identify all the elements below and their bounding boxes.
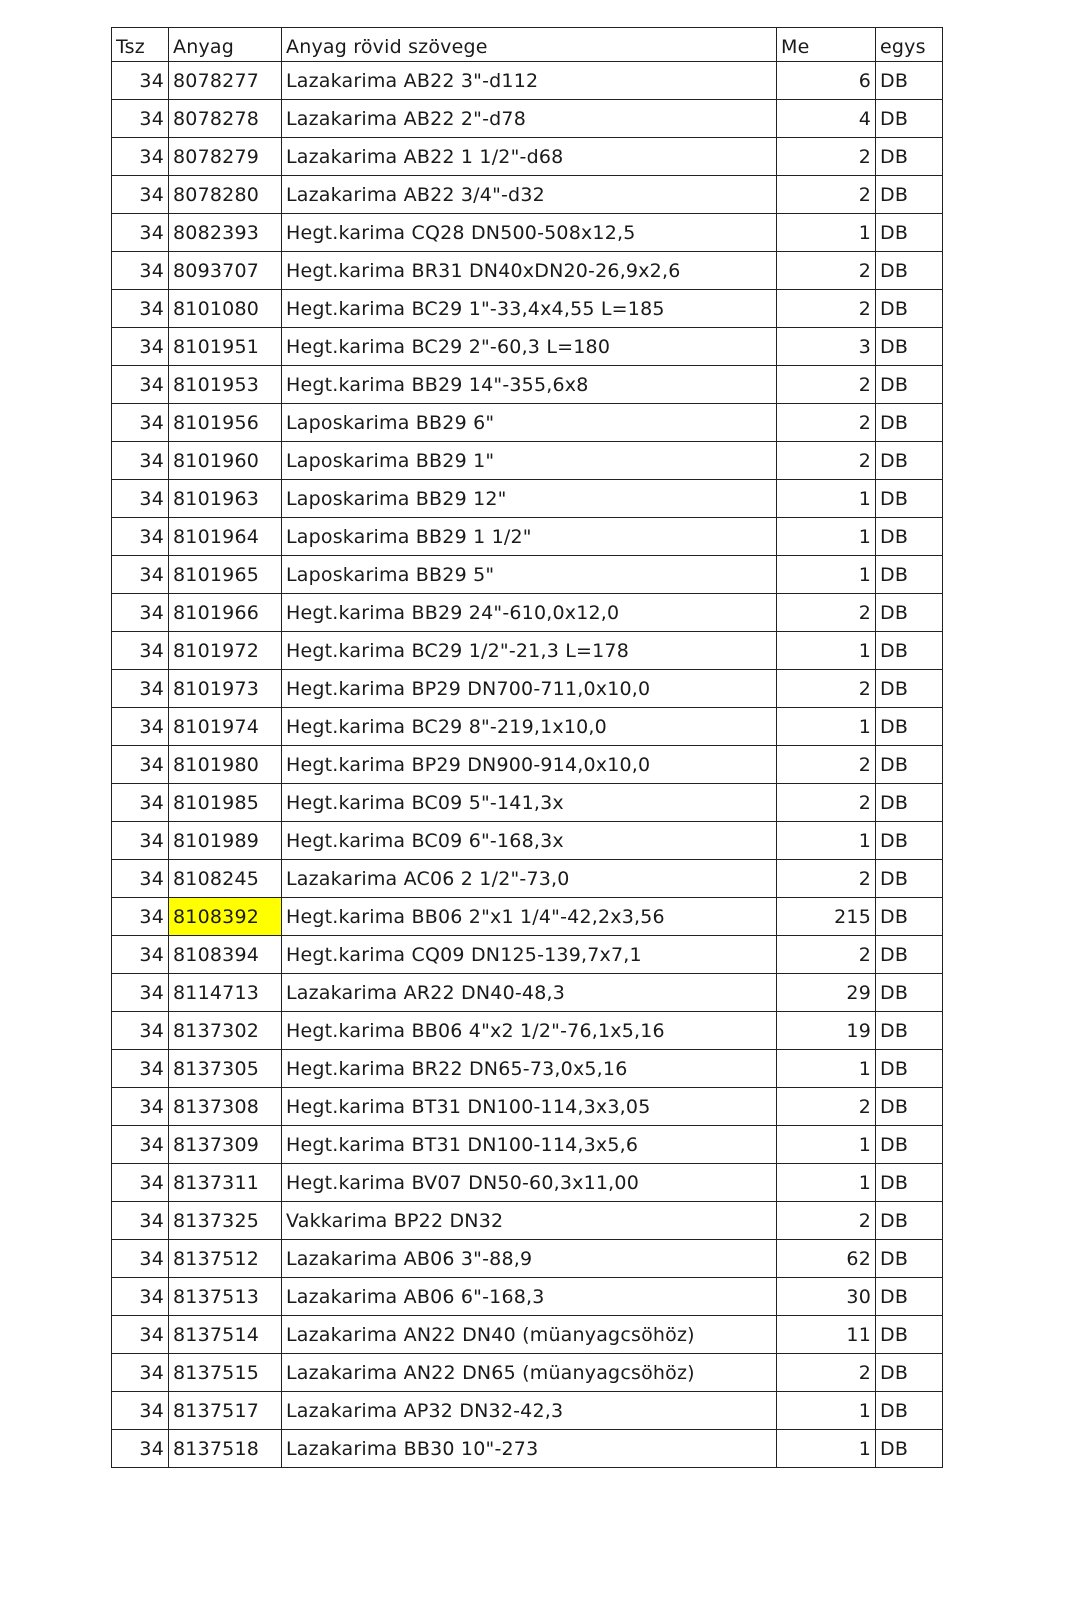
cell-me: 3: [777, 328, 876, 366]
table-row: [112, 1354, 943, 1392]
table-row: [112, 860, 943, 898]
table-row: [112, 1316, 943, 1354]
cell-tsz: 34: [112, 1354, 169, 1392]
cell-tsz: 34: [112, 1050, 169, 1088]
cell-me: 1: [777, 1126, 876, 1164]
table-row: [112, 708, 943, 746]
cell-anyag-rovid-szovege: Hegt.karima BC29 1"-33,4x4,55 L=185: [282, 290, 777, 328]
cell-egys: DB: [876, 138, 943, 176]
table-row: [112, 1164, 943, 1202]
header-egys: egys: [876, 28, 943, 62]
cell-anyag-rovid-szovege: Lazakarima AB06 3"-88,9: [282, 1240, 777, 1278]
table-row: [112, 252, 943, 290]
cell-egys: DB: [876, 1316, 943, 1354]
cell-egys: DB: [876, 1240, 943, 1278]
cell-anyag-rovid-szovege: Hegt.karima BT31 DN100-114,3x5,6: [282, 1126, 777, 1164]
cell-me: 1: [777, 1164, 876, 1202]
table-row: [112, 784, 943, 822]
cell-anyag-rovid-szovege: Laposkarima BB29 12": [282, 480, 777, 518]
cell-me: 2: [777, 1202, 876, 1240]
cell-me: 2: [777, 936, 876, 974]
cell-egys: DB: [876, 1164, 943, 1202]
cell-anyag: 8137308: [169, 1088, 282, 1126]
cell-anyag-rovid-szovege: Hegt.karima BP29 DN900-914,0x10,0: [282, 746, 777, 784]
cell-tsz: 34: [112, 404, 169, 442]
cell-anyag: 8101974: [169, 708, 282, 746]
cell-anyag-rovid-szovege: Lazakarima BB30 10"-273: [282, 1430, 777, 1468]
table-row: [112, 1278, 943, 1316]
cell-tsz: 34: [112, 290, 169, 328]
cell-me: 2: [777, 176, 876, 214]
cell-anyag: 8101960: [169, 442, 282, 480]
cell-tsz: 34: [112, 594, 169, 632]
cell-anyag-rovid-szovege: Hegt.karima BT31 DN100-114,3x3,05: [282, 1088, 777, 1126]
cell-egys: DB: [876, 214, 943, 252]
cell-egys: DB: [876, 100, 943, 138]
cell-me: 1: [777, 518, 876, 556]
cell-anyag-rovid-szovege: Hegt.karima BB06 4"x2 1/2"-76,1x5,16: [282, 1012, 777, 1050]
cell-me: 2: [777, 746, 876, 784]
cell-anyag: 8078278: [169, 100, 282, 138]
cell-anyag: 8082393: [169, 214, 282, 252]
cell-anyag-rovid-szovege: Hegt.karima BB06 2"x1 1/4"-42,2x3,56: [282, 898, 777, 936]
cell-anyag-rovid-szovege: Vakkarima BP22 DN32: [282, 1202, 777, 1240]
cell-anyag: 8101080: [169, 290, 282, 328]
cell-anyag: 8101953: [169, 366, 282, 404]
cell-anyag-rovid-szovege: Hegt.karima BB29 14"-355,6x8: [282, 366, 777, 404]
header-tsz: Tsz: [112, 28, 169, 62]
table-row: [112, 670, 943, 708]
cell-egys: DB: [876, 1012, 943, 1050]
table-row: [112, 328, 943, 366]
cell-anyag-rovid-szovege: Lazakarima AP32 DN32-42,3: [282, 1392, 777, 1430]
header-anyag: Anyag: [169, 28, 282, 62]
cell-egys: DB: [876, 1126, 943, 1164]
cell-me: 2: [777, 1088, 876, 1126]
header-anyag-rovid-szovege: Anyag rövid szövege: [282, 28, 777, 62]
cell-me: 19: [777, 1012, 876, 1050]
cell-egys: DB: [876, 1430, 943, 1468]
cell-me: 2: [777, 442, 876, 480]
cell-me: 1: [777, 480, 876, 518]
cell-egys: DB: [876, 176, 943, 214]
cell-egys: DB: [876, 556, 943, 594]
table-row: [112, 594, 943, 632]
cell-anyag-rovid-szovege: Hegt.karima BC29 8"-219,1x10,0: [282, 708, 777, 746]
cell-tsz: 34: [112, 670, 169, 708]
table-row: [112, 898, 943, 936]
cell-anyag-rovid-szovege: Hegt.karima BR31 DN40xDN20-26,9x2,6: [282, 252, 777, 290]
cell-tsz: 34: [112, 100, 169, 138]
header-me: Me: [777, 28, 876, 62]
table-row: [112, 366, 943, 404]
cell-anyag: 8101973: [169, 670, 282, 708]
cell-anyag: 8101985: [169, 784, 282, 822]
cell-egys: DB: [876, 442, 943, 480]
table-row: [112, 1050, 943, 1088]
cell-me: 6: [777, 62, 876, 100]
cell-me: 11: [777, 1316, 876, 1354]
cell-egys: DB: [876, 594, 943, 632]
cell-tsz: 34: [112, 480, 169, 518]
cell-anyag-rovid-szovege: Hegt.karima BP29 DN700-711,0x10,0: [282, 670, 777, 708]
cell-anyag: 8101951: [169, 328, 282, 366]
cell-anyag-rovid-szovege: Hegt.karima CQ09 DN125-139,7x7,1: [282, 936, 777, 974]
table-row: [112, 1088, 943, 1126]
table-row: [112, 100, 943, 138]
cell-egys: DB: [876, 1278, 943, 1316]
cell-anyag: 8078279: [169, 138, 282, 176]
cell-egys: DB: [876, 366, 943, 404]
cell-me: 4: [777, 100, 876, 138]
cell-me: 2: [777, 138, 876, 176]
cell-tsz: 34: [112, 708, 169, 746]
cell-egys: DB: [876, 62, 943, 100]
table-row: [112, 1430, 943, 1468]
table-row: [112, 746, 943, 784]
cell-anyag: 8137515: [169, 1354, 282, 1392]
cell-me: 1: [777, 632, 876, 670]
cell-anyag: 8101963: [169, 480, 282, 518]
cell-anyag-rovid-szovege: Laposkarima BB29 1 1/2": [282, 518, 777, 556]
cell-anyag: 8137513: [169, 1278, 282, 1316]
cell-tsz: 34: [112, 1316, 169, 1354]
cell-egys: DB: [876, 1354, 943, 1392]
cell-tsz: 34: [112, 1126, 169, 1164]
material-table: [111, 27, 943, 1468]
table-row: [112, 1202, 943, 1240]
cell-tsz: 34: [112, 442, 169, 480]
cell-anyag: 8093707: [169, 252, 282, 290]
cell-tsz: 34: [112, 898, 169, 936]
cell-anyag: 8108245: [169, 860, 282, 898]
cell-me: 2: [777, 366, 876, 404]
cell-anyag: 8108394: [169, 936, 282, 974]
cell-tsz: 34: [112, 1430, 169, 1468]
cell-anyag: 8101956: [169, 404, 282, 442]
cell-anyag-rovid-szovege: Laposkarima BB29 1": [282, 442, 777, 480]
table-row: [112, 138, 943, 176]
table-row: [112, 1240, 943, 1278]
cell-tsz: 34: [112, 1088, 169, 1126]
table-row: [112, 1392, 943, 1430]
cell-me: 30: [777, 1278, 876, 1316]
cell-anyag: 8137517: [169, 1392, 282, 1430]
cell-me: 2: [777, 860, 876, 898]
cell-anyag-rovid-szovege: Laposkarima BB29 6": [282, 404, 777, 442]
cell-me: 2: [777, 1354, 876, 1392]
table-header: [112, 28, 943, 62]
cell-me: 1: [777, 556, 876, 594]
cell-anyag-rovid-szovege: Lazakarima AB22 1 1/2"-d68: [282, 138, 777, 176]
cell-egys: DB: [876, 822, 943, 860]
cell-anyag-rovid-szovege: Lazakarima AB06 6"-168,3: [282, 1278, 777, 1316]
cell-tsz: 34: [112, 328, 169, 366]
cell-egys: DB: [876, 404, 943, 442]
cell-me: 62: [777, 1240, 876, 1278]
cell-anyag: 8137518: [169, 1430, 282, 1468]
cell-anyag-rovid-szovege: Hegt.karima BC09 5"-141,3x: [282, 784, 777, 822]
cell-anyag: 8101965: [169, 556, 282, 594]
cell-tsz: 34: [112, 366, 169, 404]
cell-anyag: 8108392: [169, 898, 282, 936]
cell-egys: DB: [876, 518, 943, 556]
cell-egys: DB: [876, 974, 943, 1012]
cell-tsz: 34: [112, 1164, 169, 1202]
cell-egys: DB: [876, 746, 943, 784]
cell-anyag: 8137309: [169, 1126, 282, 1164]
table-row: [112, 480, 943, 518]
cell-egys: DB: [876, 480, 943, 518]
cell-tsz: 34: [112, 252, 169, 290]
cell-me: 1: [777, 1050, 876, 1088]
cell-tsz: 34: [112, 518, 169, 556]
cell-tsz: 34: [112, 632, 169, 670]
cell-egys: DB: [876, 1202, 943, 1240]
table-row: [112, 62, 943, 100]
cell-me: 1: [777, 822, 876, 860]
cell-egys: DB: [876, 708, 943, 746]
cell-me: 2: [777, 404, 876, 442]
cell-anyag-rovid-szovege: Hegt.karima BC29 2"-60,3 L=180: [282, 328, 777, 366]
cell-anyag-rovid-szovege: Lazakarima AN22 DN40 (müanyagcsöhöz): [282, 1316, 777, 1354]
cell-tsz: 34: [112, 62, 169, 100]
cell-egys: DB: [876, 670, 943, 708]
cell-anyag-rovid-szovege: Lazakarima AB22 2"-d78: [282, 100, 777, 138]
table-row: [112, 1012, 943, 1050]
cell-egys: DB: [876, 1088, 943, 1126]
cell-tsz: 34: [112, 214, 169, 252]
cell-egys: DB: [876, 328, 943, 366]
cell-egys: DB: [876, 1050, 943, 1088]
table-row: [112, 442, 943, 480]
cell-egys: DB: [876, 860, 943, 898]
cell-anyag-rovid-szovege: Lazakarima AR22 DN40-48,3: [282, 974, 777, 1012]
cell-egys: DB: [876, 784, 943, 822]
cell-tsz: 34: [112, 746, 169, 784]
header-row: [112, 28, 943, 62]
table-row: [112, 214, 943, 252]
cell-egys: DB: [876, 632, 943, 670]
cell-tsz: 34: [112, 1202, 169, 1240]
cell-egys: DB: [876, 898, 943, 936]
cell-anyag-rovid-szovege: Lazakarima AC06 2 1/2"-73,0: [282, 860, 777, 898]
table-row: [112, 974, 943, 1012]
cell-anyag-rovid-szovege: Laposkarima BB29 5": [282, 556, 777, 594]
cell-anyag: 8101966: [169, 594, 282, 632]
cell-anyag: 8137302: [169, 1012, 282, 1050]
cell-anyag: 8101972: [169, 632, 282, 670]
cell-tsz: 34: [112, 138, 169, 176]
cell-me: 2: [777, 290, 876, 328]
cell-me: 215: [777, 898, 876, 936]
cell-anyag-rovid-szovege: Lazakarima AB22 3"-d112: [282, 62, 777, 100]
table-row: [112, 1126, 943, 1164]
cell-anyag-rovid-szovege: Hegt.karima BB29 24"-610,0x12,0: [282, 594, 777, 632]
cell-me: 1: [777, 1430, 876, 1468]
cell-tsz: 34: [112, 822, 169, 860]
cell-me: 1: [777, 214, 876, 252]
cell-me: 2: [777, 784, 876, 822]
table-row: [112, 404, 943, 442]
cell-anyag: 8078277: [169, 62, 282, 100]
cell-tsz: 34: [112, 556, 169, 594]
table-row: [112, 556, 943, 594]
cell-egys: DB: [876, 252, 943, 290]
cell-anyag: 8078280: [169, 176, 282, 214]
cell-tsz: 34: [112, 1392, 169, 1430]
cell-anyag: 8137325: [169, 1202, 282, 1240]
cell-anyag: 8137305: [169, 1050, 282, 1088]
table-row: [112, 632, 943, 670]
cell-tsz: 34: [112, 1012, 169, 1050]
cell-me: 2: [777, 594, 876, 632]
cell-egys: DB: [876, 936, 943, 974]
cell-me: 1: [777, 708, 876, 746]
cell-egys: DB: [876, 1392, 943, 1430]
table-body: [112, 62, 943, 1468]
cell-anyag: 8137311: [169, 1164, 282, 1202]
cell-tsz: 34: [112, 974, 169, 1012]
table-row: [112, 936, 943, 974]
cell-anyag-rovid-szovege: Lazakarima AN22 DN65 (müanyagcsöhöz): [282, 1354, 777, 1392]
table-row: [112, 176, 943, 214]
cell-tsz: 34: [112, 1278, 169, 1316]
cell-tsz: 34: [112, 936, 169, 974]
cell-anyag-rovid-szovege: Hegt.karima BV07 DN50-60,3x11,00: [282, 1164, 777, 1202]
cell-tsz: 34: [112, 860, 169, 898]
table-row: [112, 822, 943, 860]
cell-egys: DB: [876, 290, 943, 328]
cell-anyag-rovid-szovege: Lazakarima AB22 3/4"-d32: [282, 176, 777, 214]
cell-anyag: 8137514: [169, 1316, 282, 1354]
cell-anyag: 8114713: [169, 974, 282, 1012]
cell-anyag: 8137512: [169, 1240, 282, 1278]
cell-me: 2: [777, 252, 876, 290]
cell-tsz: 34: [112, 176, 169, 214]
cell-anyag-rovid-szovege: Hegt.karima CQ28 DN500-508x12,5: [282, 214, 777, 252]
cell-anyag: 8101980: [169, 746, 282, 784]
cell-anyag-rovid-szovege: Hegt.karima BR22 DN65-73,0x5,16: [282, 1050, 777, 1088]
cell-me: 2: [777, 670, 876, 708]
cell-anyag: 8101989: [169, 822, 282, 860]
cell-tsz: 34: [112, 1240, 169, 1278]
cell-anyag-rovid-szovege: Hegt.karima BC09 6"-168,3x: [282, 822, 777, 860]
cell-anyag-rovid-szovege: Hegt.karima BC29 1/2"-21,3 L=178: [282, 632, 777, 670]
cell-me: 29: [777, 974, 876, 1012]
cell-anyag: 8101964: [169, 518, 282, 556]
cell-me: 1: [777, 1392, 876, 1430]
cell-tsz: 34: [112, 784, 169, 822]
table-row: [112, 518, 943, 556]
table-row: [112, 290, 943, 328]
